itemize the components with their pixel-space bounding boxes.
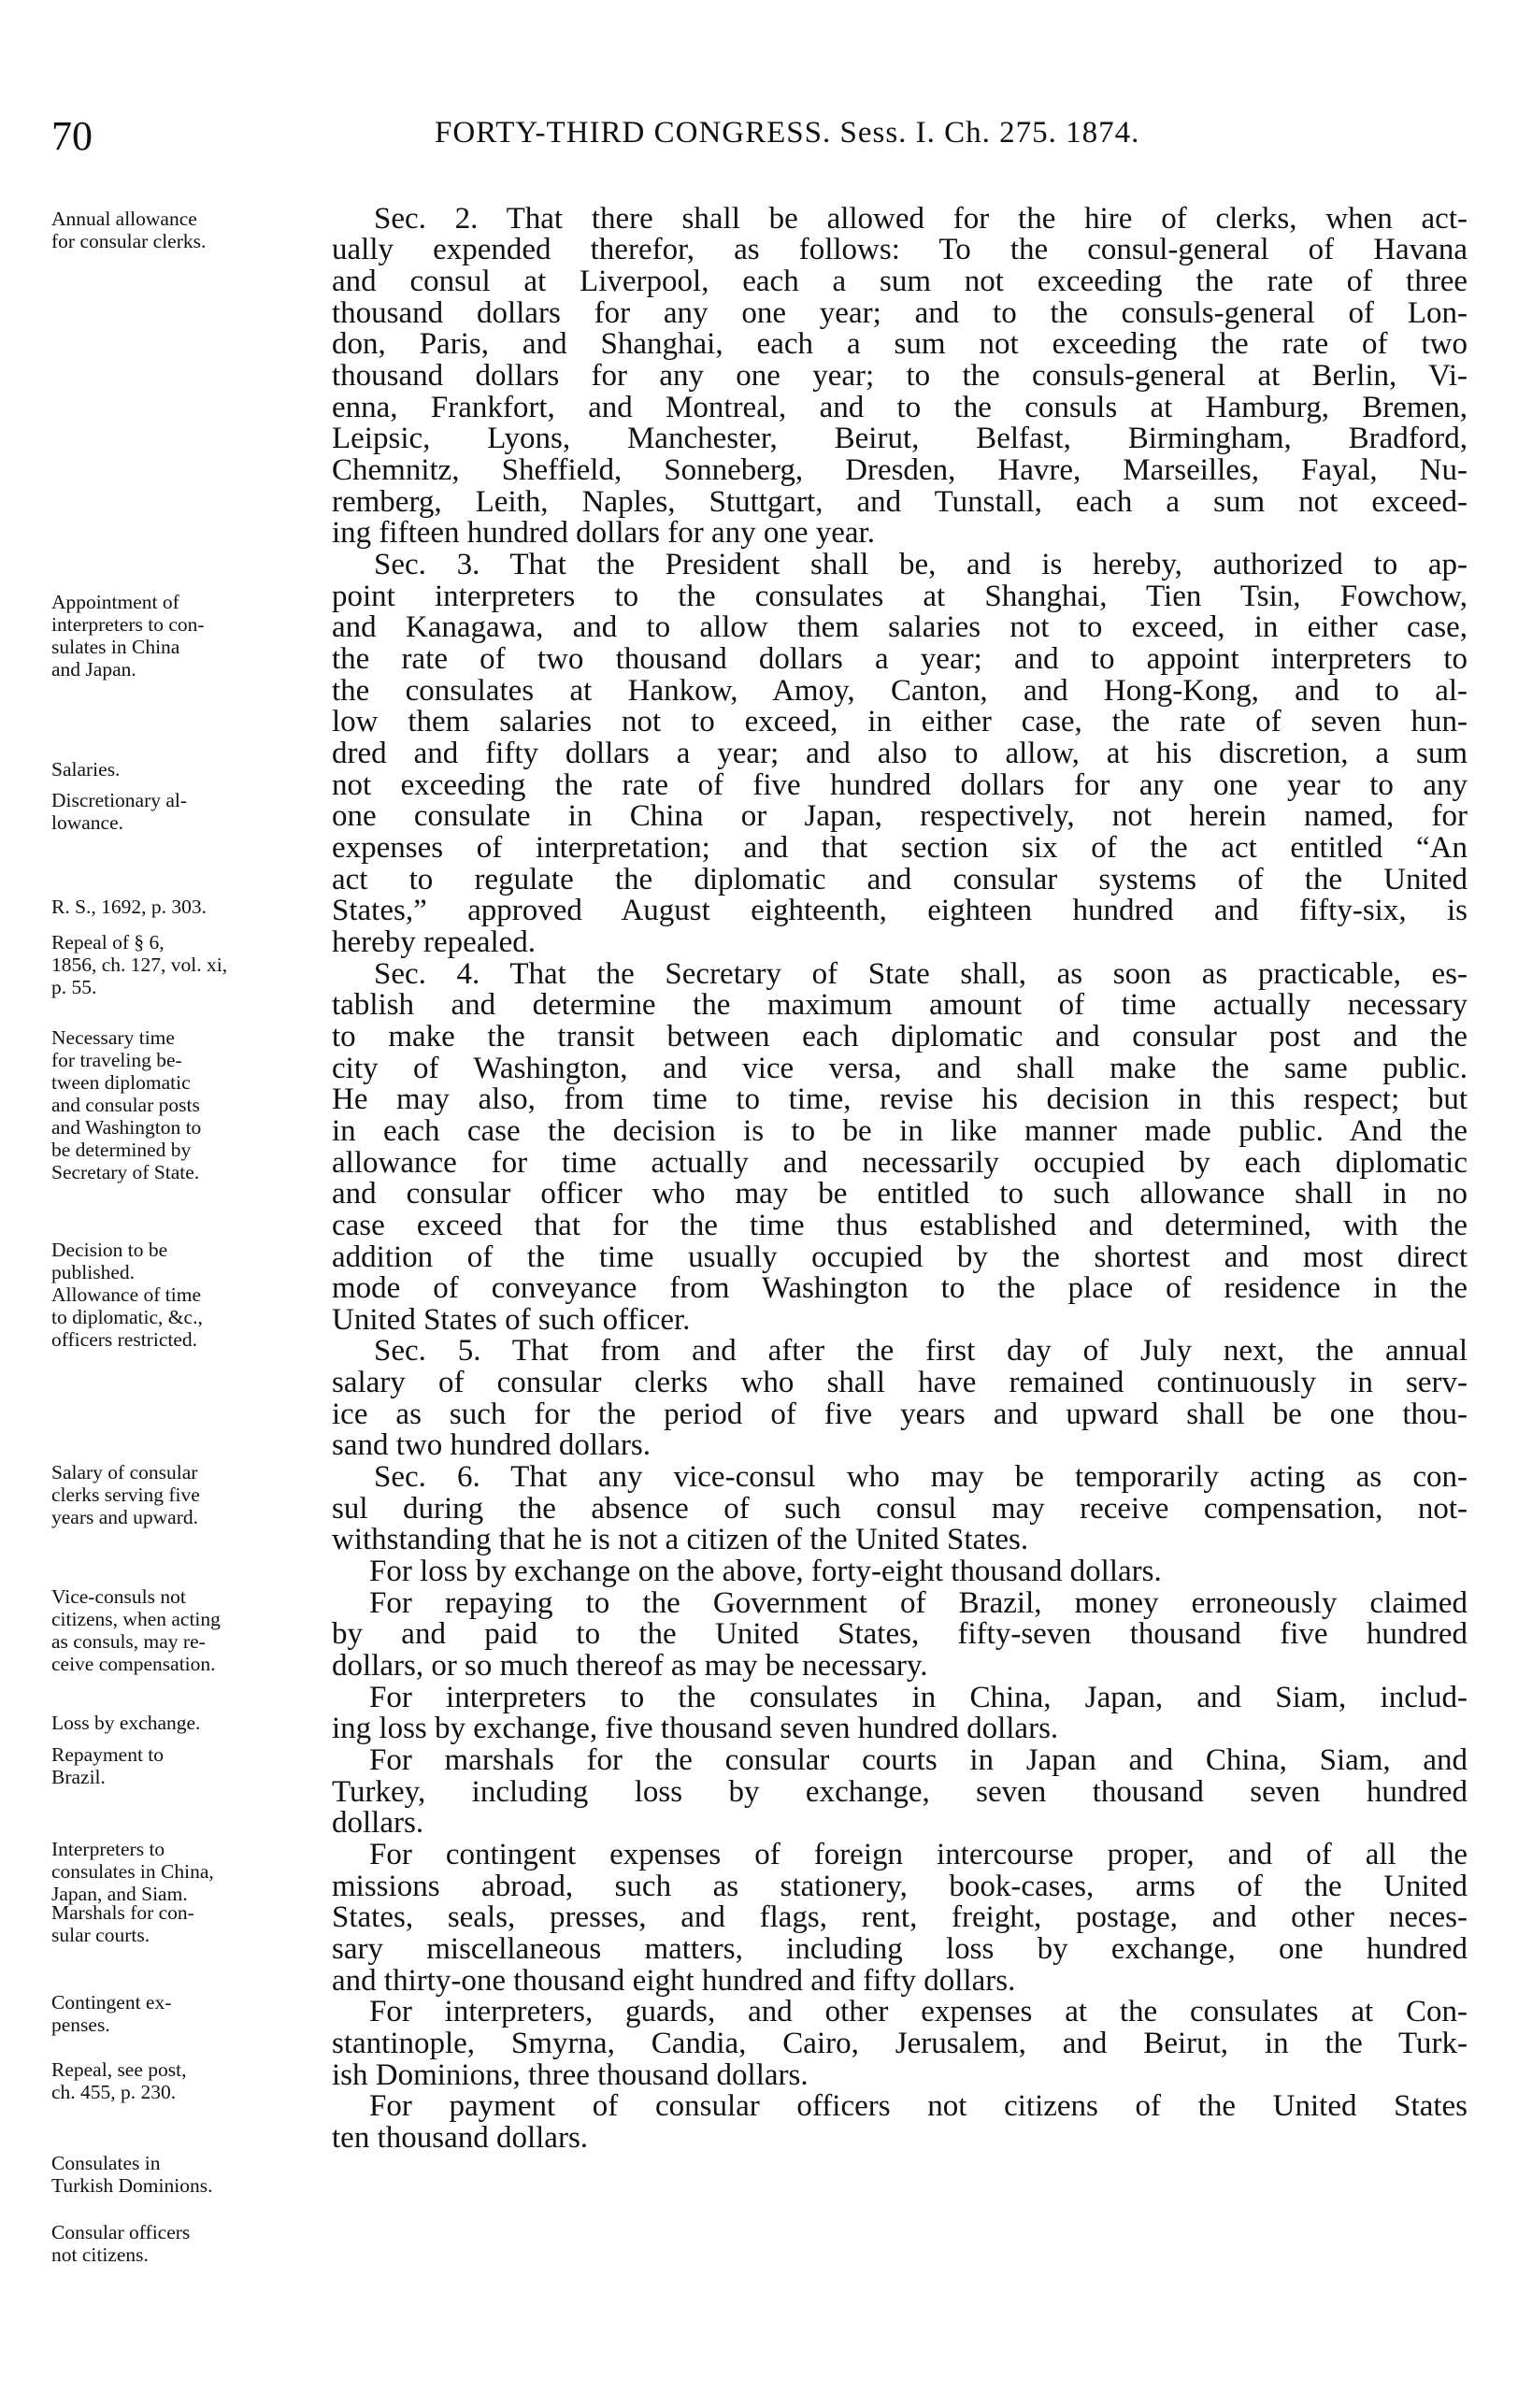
text-line: dollars. <box>332 1806 424 1840</box>
text-line: Turkey, including loss by exchange, seven thousand seven hundred <box>332 1775 1468 1809</box>
margin-note-line: Loss by exchange. <box>51 1712 201 1734</box>
margin-note-line: Allowance of time <box>51 1283 202 1306</box>
text-line: For interpreters, guards, and other expenses at the consulates at Con- <box>369 1995 1468 2028</box>
text-line: missions abroad, such as stationery, book-cases, arms of the United <box>332 1870 1468 1903</box>
margin-note-line: 1856, ch. 127, vol. xi, <box>51 953 228 976</box>
margin-note-line: and Washington to <box>51 1116 202 1139</box>
text-line: not exceeding the rate of five hundred dollars for any one year to any <box>332 768 1468 802</box>
margin-note <box>51 1712 332 1734</box>
margin-note <box>51 1026 332 1183</box>
margin-note-line: Contingent ex- <box>51 1991 172 2014</box>
margin-note <box>51 1239 332 1283</box>
text-line: sul during the absence of such consul may receive compensation, not- <box>332 1492 1468 1526</box>
margin-note <box>51 896 332 918</box>
text-line: States,” approved August eighteenth, eighteen hundred and fifty-six, is <box>332 894 1468 927</box>
margin-note-line: Turkish Dominions. <box>51 2174 213 2197</box>
margin-note-line: Appointment of <box>51 591 179 613</box>
margin-note-line: ceive compensation. <box>51 1653 216 1675</box>
margin-note-line: Repayment to <box>51 1743 165 1766</box>
text-line: Sec. 4. That the Secretary of State shall, as soon as practicable, es- <box>374 957 1468 991</box>
margin-note <box>51 591 332 681</box>
margin-note <box>51 789 332 834</box>
margin-note-line: Secretary of State. <box>51 1161 200 1183</box>
margin-note-line: as consuls, may re- <box>51 1630 206 1653</box>
text-line: Sec. 5. That from and after the first day of July next, the annual <box>374 1334 1468 1368</box>
margin-note-line: Salary of consular <box>51 1461 198 1484</box>
margin-note-line: clerks serving five <box>51 1484 200 1506</box>
text-line: by and paid to the United States, fifty-seven thousand five hundred <box>332 1617 1468 1651</box>
margin-note-line: ch. 455, p. 230. <box>51 2081 177 2103</box>
text-line: expenses of interpretation; and that section six of the act entitled “An <box>332 831 1468 865</box>
margin-note-line: officers restricted. <box>51 1328 198 1351</box>
margin-note-line: Consulates in <box>51 2152 161 2174</box>
margin-note-line: be determined by <box>51 1139 192 1161</box>
margin-note <box>51 1838 332 1905</box>
margin-note-line: Discretionary al- <box>51 789 188 811</box>
margin-note-line: and Japan. <box>51 658 136 681</box>
margin-note-line: for traveling be- <box>51 1049 182 1071</box>
text-line: the rate of two thousand dollars a year; and to appoint interpreters to <box>332 642 1468 676</box>
margin-note-line: Vice-consuls not <box>51 1585 186 1608</box>
margin-note-line: Necessary time <box>51 1026 175 1049</box>
margin-note-line: lowance. <box>51 811 124 834</box>
running-title: FORTY-THIRD CONGRESS. Sess. I. Ch. 275. 1874. <box>435 116 1140 150</box>
margin-note <box>51 2221 332 2266</box>
margin-note-line: citizens, when acting <box>51 1608 221 1630</box>
margin-note-line: published. <box>51 1261 135 1283</box>
text-line: in each case the decision is to be in like manner made public. And the <box>332 1114 1468 1148</box>
margin-note <box>51 1743 332 1788</box>
margin-note <box>51 2058 332 2103</box>
text-line: low them salaries not to exceed, in either case, the rate of seven hun- <box>332 705 1468 738</box>
margin-note-line: Repeal of § 6, <box>51 931 165 953</box>
text-line: and thirty-one thousand eight hundred and fifty dollars. <box>332 1964 1016 1998</box>
margin-note-line: R. S., 1692, p. 303. <box>51 896 208 918</box>
text-line: withstanding that he is not a citizen of the United States. <box>332 1523 1029 1556</box>
text-line: Sec. 2. That there shall be allowed for the hire of clerks, when act- <box>374 202 1468 236</box>
margin-note-line: sulates in China <box>51 636 180 658</box>
text-line: He may also, from time to time, revise his decision in this respect; but <box>332 1082 1468 1116</box>
text-line: thousand dollars for any one year; and to the consuls-general of Lon- <box>332 296 1468 330</box>
margin-note-line: Brazil. <box>51 1766 106 1788</box>
text-line: tablish and determine the maximum amount of time actually necessary <box>332 988 1468 1022</box>
text-line: dollars, or so much thereof as may be necessary. <box>332 1649 928 1683</box>
text-line: stantinople, Smyrna, Candia, Cairo, Jerusalem, and Beirut, in the Turk- <box>332 2027 1468 2060</box>
margin-note-line: years and upward. <box>51 1506 199 1528</box>
text-line: ten thousand dollars. <box>332 2121 589 2155</box>
text-line: and consul at Liverpool, each a sum not exceeding the rate of three <box>332 265 1468 298</box>
text-line: Leipsic, Lyons, Manchester, Beirut, Belfast, Birmingham, Bradford, <box>332 422 1468 455</box>
text-line: ing loss by exchange, five thousand seven hundred dollars. <box>332 1712 1059 1745</box>
margin-note-line: and consular posts <box>51 1094 200 1116</box>
text-line: one consulate in China or Japan, respectively, not herein named, for <box>332 799 1468 833</box>
text-line: city of Washington, and vice versa, and shall make the same public. <box>332 1052 1468 1085</box>
margin-note-line: sular courts. <box>51 1924 150 1946</box>
margin-note-line: tween diplomatic <box>51 1071 191 1094</box>
margin-note-line: interpreters to con- <box>51 613 205 636</box>
text-line: sand two hundred dollars. <box>332 1428 651 1462</box>
text-line: remberg, Leith, Naples, Stuttgart, and Tunstall, each a sum not exceed- <box>332 485 1468 519</box>
text-line: don, Paris, and Shanghai, each a sum not exceeding the rate of two <box>332 327 1468 361</box>
text-line: For loss by exchange on the above, forty-eight thousand dollars. <box>369 1555 1162 1588</box>
text-line: thousand dollars for any one year; to the consuls-general at Berlin, Vi- <box>332 359 1468 393</box>
text-line: Sec. 3. That the President shall be, and is hereby, authorized to ap- <box>374 548 1468 581</box>
margin-note-line: Repeal, see post, <box>51 2058 187 2081</box>
margin-note-line: Interpreters to <box>51 1838 165 1860</box>
text-line: Sec. 6. That any vice-consul who may be temporarily acting as con- <box>374 1460 1468 1494</box>
margin-note-line: Annual allowance <box>51 208 197 230</box>
text-line: case exceed that for the time thus established and determined, with the <box>332 1209 1468 1242</box>
margin-note-line: for consular clerks. <box>51 230 207 252</box>
text-line: For marshals for the consular courts in Japan and China, Siam, and <box>369 1743 1468 1777</box>
margin-note <box>51 208 332 252</box>
margin-note-line: not citizens. <box>51 2243 149 2266</box>
text-line: allowance for time actually and necessarily occupied by each diplomatic <box>332 1146 1468 1180</box>
text-line: Chemnitz, Sheffield, Sonneberg, Dresden, Havre, Marseilles, Fayal, Nu- <box>332 453 1468 487</box>
margin-note-line: Marshals for con- <box>51 1901 194 1924</box>
text-line: the consulates at Hankow, Amoy, Canton, and Hong-Kong, and to al- <box>332 674 1468 708</box>
margin-note-line: penses. <box>51 2014 110 2036</box>
margin-note <box>51 2152 332 2197</box>
text-line: sary miscellaneous matters, including loss by exchange, one hundred <box>332 1932 1468 1966</box>
text-line: hereby repealed. <box>332 925 537 959</box>
page-number: 70 <box>51 113 93 159</box>
text-line: For repaying to the Government of Brazil, money erroneously claimed <box>369 1586 1468 1620</box>
margin-note-line: p. 55. <box>51 976 97 998</box>
text-line: States, seals, presses, and flags, rent, freight, postage, and other neces- <box>332 1900 1468 1934</box>
margin-note-line: Salaries. <box>51 758 121 781</box>
text-line: act to regulate the diplomatic and consular systems of the United <box>332 863 1468 896</box>
margin-note <box>51 758 332 781</box>
text-line: dred and fifty dollars a year; and also to allow, at his discretion, a sum <box>332 737 1468 770</box>
page-header <box>51 112 1472 159</box>
text-line: point interpreters to the consulates at Shanghai, Tien Tsin, Fowchow, <box>332 580 1468 613</box>
text-line: United States of such officer. <box>332 1303 691 1337</box>
margin-note-line: Decision to be <box>51 1239 168 1261</box>
margin-note <box>51 1991 332 2036</box>
text-line: ually expended therefor, as follows: To the consul-general of Havana <box>332 233 1468 266</box>
text-line: ish Dominions, three thousand dollars. <box>332 2058 809 2092</box>
margin-note <box>51 1461 332 1528</box>
margin-note-line: Consular officers <box>51 2221 191 2243</box>
text-line: ice as such for the period of five years and upward shall be one thou- <box>332 1398 1468 1431</box>
margin-note-line: consulates in China, <box>51 1860 214 1883</box>
text-line: ing fifteen hundred dollars for any one year. <box>332 516 875 550</box>
text-line: mode of conveyance from Washington to the place of residence in the <box>332 1271 1468 1305</box>
text-line: For payment of consular officers not citizens of the United States <box>369 2089 1468 2123</box>
text-line: enna, Frankfort, and Montreal, and to the consuls at Hamburg, Bremen, <box>332 391 1468 424</box>
margin-note-line: to diplomatic, &c., <box>51 1306 203 1328</box>
text-line: to make the transit between each diplomatic and consular post and the <box>332 1020 1468 1054</box>
text-line: and consular officer who may be entitled to such allowance shall in no <box>332 1177 1468 1211</box>
margin-note <box>51 1585 332 1675</box>
text-line: salary of consular clerks who shall have remained continuously in serv- <box>332 1366 1468 1399</box>
margin-note-line: Japan, and Siam. <box>51 1883 188 1905</box>
text-line: For contingent expenses of foreign intercourse proper, and of all the <box>369 1838 1468 1871</box>
margin-note <box>51 1283 332 1351</box>
text-line: addition of the time usually occupied by the shortest and most direct <box>332 1240 1468 1274</box>
margin-note <box>51 1901 332 1946</box>
margin-note <box>51 931 332 998</box>
text-line: For interpreters to the consulates in China, Japan, and Siam, includ- <box>369 1681 1468 1714</box>
text-line: and Kanagawa, and to allow them salaries not to exceed, in either case, <box>332 610 1468 644</box>
